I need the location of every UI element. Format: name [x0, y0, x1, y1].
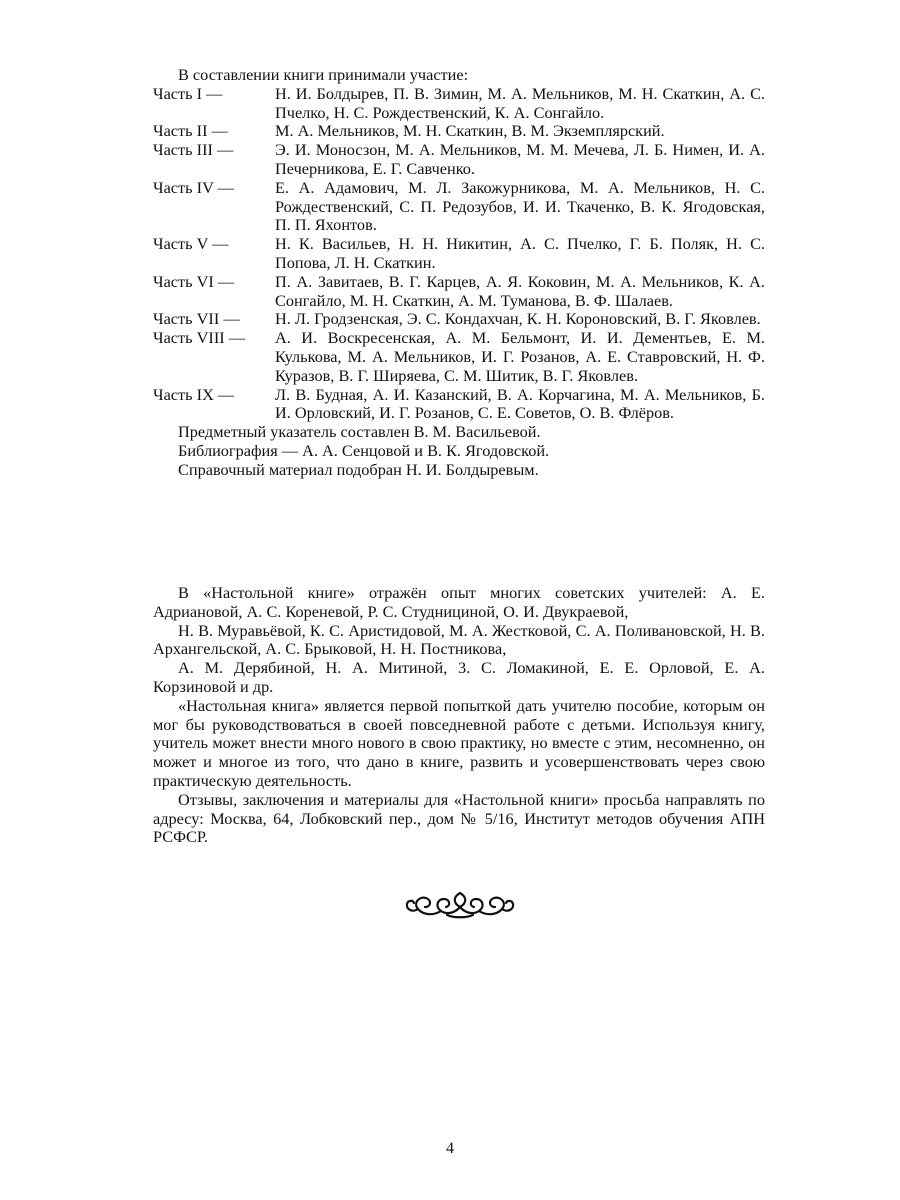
part-row	[153, 141, 765, 179]
part-names: М. А. Мельников, М. Н. Скаткин, В. М. Экземплярский.	[275, 121, 665, 141]
part-label: Часть IV —	[153, 177, 234, 197]
page-number: 4	[446, 1140, 454, 1157]
contributors-intro: В составлении книги принимали участие:	[178, 65, 469, 84]
part-names: П. А. Завитаев, В. Г. Карцев, А. Я. Коковин, М. А. Мельников, К. А. Сонгайло, М. Н. Скаткин, А. М. Туманова, В. Ф. Шалаев.	[275, 271, 765, 310]
part-label: Часть IX —	[153, 384, 235, 404]
part-row	[153, 85, 765, 123]
paragraph: «Настольная книга» является первой попыткой дать учителю пособие, которым он мог бы руководствоваться в своей повседневной работе с детьми. Используя книгу, учитель может внести много нового в свою практику, но вместе с этим, несомненно, он может и многое из того, что дано в книге, развить и усовершенствовать через свою практическую деятельность.	[153, 695, 765, 790]
part-label: Часть VIII —	[153, 328, 246, 348]
paragraph: Отзывы, заключения и материалы для «Настольной книги» просьба направлять по адресу: Москва, 64, Лобковский пер., дом № 5/16, Институт методов обучения АПН РСФСР.	[153, 789, 765, 847]
part-row	[153, 386, 765, 424]
part-names: Е. А. Адамович, М. Л. Закожурникова, М. А. Мельников, Н. С. Рождественский, С. П. Редозубов, И. И. Ткаченко, В. К. Ягодовская, П. П. Яхонтов.	[275, 177, 765, 235]
part-names: Н. И. Болдырев, П. В. Зимин, М. А. Мельников, М. Н. Скаткин, А. С. Пчелко, Н. С. Рождественский, К. А. Сонгайло.	[275, 83, 765, 122]
part-label: Часть III —	[153, 140, 234, 160]
part-label: Часть V —	[153, 234, 229, 254]
reference-credit: Справочный материал подобран Н. И. Болдыревым.	[178, 459, 539, 479]
paragraph: А. М. Дерябиной, Н. А. Митиной, 3. С. Ломакиной, Е. Е. Орловой, Е. А. Корзиновой и др.	[153, 658, 765, 696]
part-row	[153, 179, 765, 235]
part-row	[153, 235, 765, 273]
paragraph: В «Настольной книге» отражён опыт многих советских учителей: А. Е. Адриановой, А. С. Кореневой, Р. С. Студнициной, О. И. Двукраевой,	[153, 583, 765, 621]
contributors-section	[153, 66, 765, 480]
part-row	[153, 310, 765, 329]
part-names: Н. К. Васильев, Н. Н. Никитин, А. С. Пчелко, Г. Б. Поляк, Н. С. Попова, Л. Н. Скаткин.	[275, 234, 765, 272]
part-names: Л. В. Будная, А. И. Казанский, В. А. Корчагина, М. А. Мельников, Б. И. Орловский, И. Г. Розанов, С. Е. Советов, О. В. Флёров.	[275, 384, 765, 423]
index-credit: Предметный указатель составлен В. М. Васильевой.	[178, 422, 541, 442]
part-names: Н. Л. Гродзенская, Э. С. Кондахчан, К. Н. Короновский, В. Г. Яковлев.	[275, 309, 761, 329]
paragraph: Н. В. Муравьёвой, К. С. Аристидовой, М. А. Жестковой, С. А. Поливановской, Н. В. Архангельской, А. С. Брыковой, Н. Н. Постникова,	[153, 620, 765, 659]
part-label: Часть VI —	[153, 271, 235, 291]
part-row	[153, 273, 765, 311]
ornament-divider	[403, 889, 517, 921]
part-names: Э. И. Моносзон, М. А. Мельников, М. М. Мечева, Л. Б. Нимен, И. А. Печерникова, Е. Г. Савченко.	[275, 140, 765, 178]
part-label: Часть I —	[153, 83, 223, 103]
bibliography-credit: Библиография — А. А. Сенцовой и В. К. Ягодовской.	[178, 440, 550, 460]
part-label: Часть II —	[153, 121, 228, 141]
part-names: А. И. Воскресенская, А. М. Бельмонт, И. И. Дементьев, Е. М. Кулькова, М. А. Мельников, И. Г. Розанов, А. Е. Ставровский, Н. Ф. Куразов, В. Г. Ширяева, С. М. Шитик, В. Г. Яковлев.	[275, 328, 765, 385]
body-section	[153, 584, 765, 847]
part-row	[153, 329, 765, 385]
part-label: Часть VII —	[153, 309, 240, 329]
part-row	[153, 122, 765, 141]
